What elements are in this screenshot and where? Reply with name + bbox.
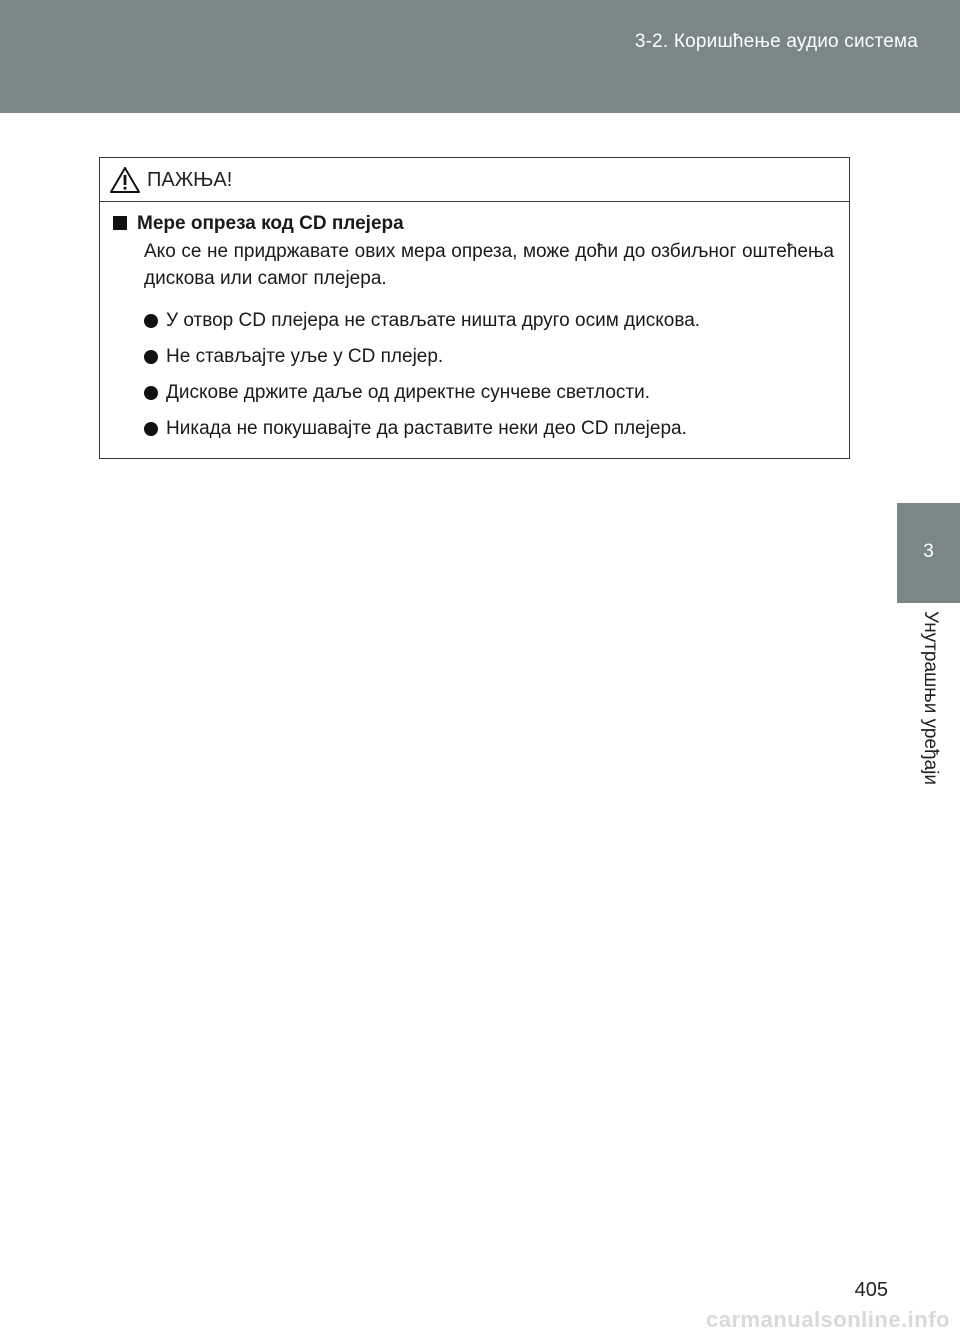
section-heading-text: Мере опреза код CD плејера <box>137 213 404 234</box>
section-heading <box>113 213 404 235</box>
square-bullet-icon <box>113 216 127 230</box>
page-number: 405 <box>854 1279 888 1301</box>
circle-bullet-icon <box>144 422 158 436</box>
chapter-tab <box>897 503 960 603</box>
circle-bullet-icon <box>144 350 158 364</box>
circle-bullet-icon <box>144 314 158 328</box>
list-item-text: Не стављајте уље у CD плејер. <box>166 346 444 367</box>
warning-box <box>99 157 850 459</box>
watermark <box>0 1301 960 1337</box>
page-header <box>0 0 960 113</box>
chapter-number: 3 <box>923 541 934 562</box>
bullet-list <box>144 308 834 452</box>
list-item <box>144 380 834 416</box>
warning-title: ПАЖЊА! <box>147 169 233 191</box>
list-item-text: Дискове држите даље од директне сунчеве светлости. <box>166 382 650 403</box>
chapter-label: Унутрашњи уређаји <box>920 611 941 786</box>
watermark-text[interactable]: carmanualsonline.info <box>706 1307 950 1332</box>
circle-bullet-icon <box>144 386 158 400</box>
list-item-text: У отвор CD плејера не стављате ништа друго осим дискова. <box>166 310 701 331</box>
section-title: 3-2. Коришћење аудио система <box>634 31 918 52</box>
list-item <box>144 344 834 380</box>
list-item <box>144 308 834 344</box>
list-item <box>144 416 834 452</box>
warning-paragraph: Ако се не придржавате ових мера опреза, може доћи до озбиљног оштећења дискова или самог плејера. <box>144 241 834 289</box>
warning-header <box>100 158 849 202</box>
warning-triangle-icon <box>110 167 140 193</box>
list-item-text: Никада не покушавајте да раставите неки део CD плејера. <box>166 418 687 439</box>
chapter-label-area <box>897 603 960 786</box>
